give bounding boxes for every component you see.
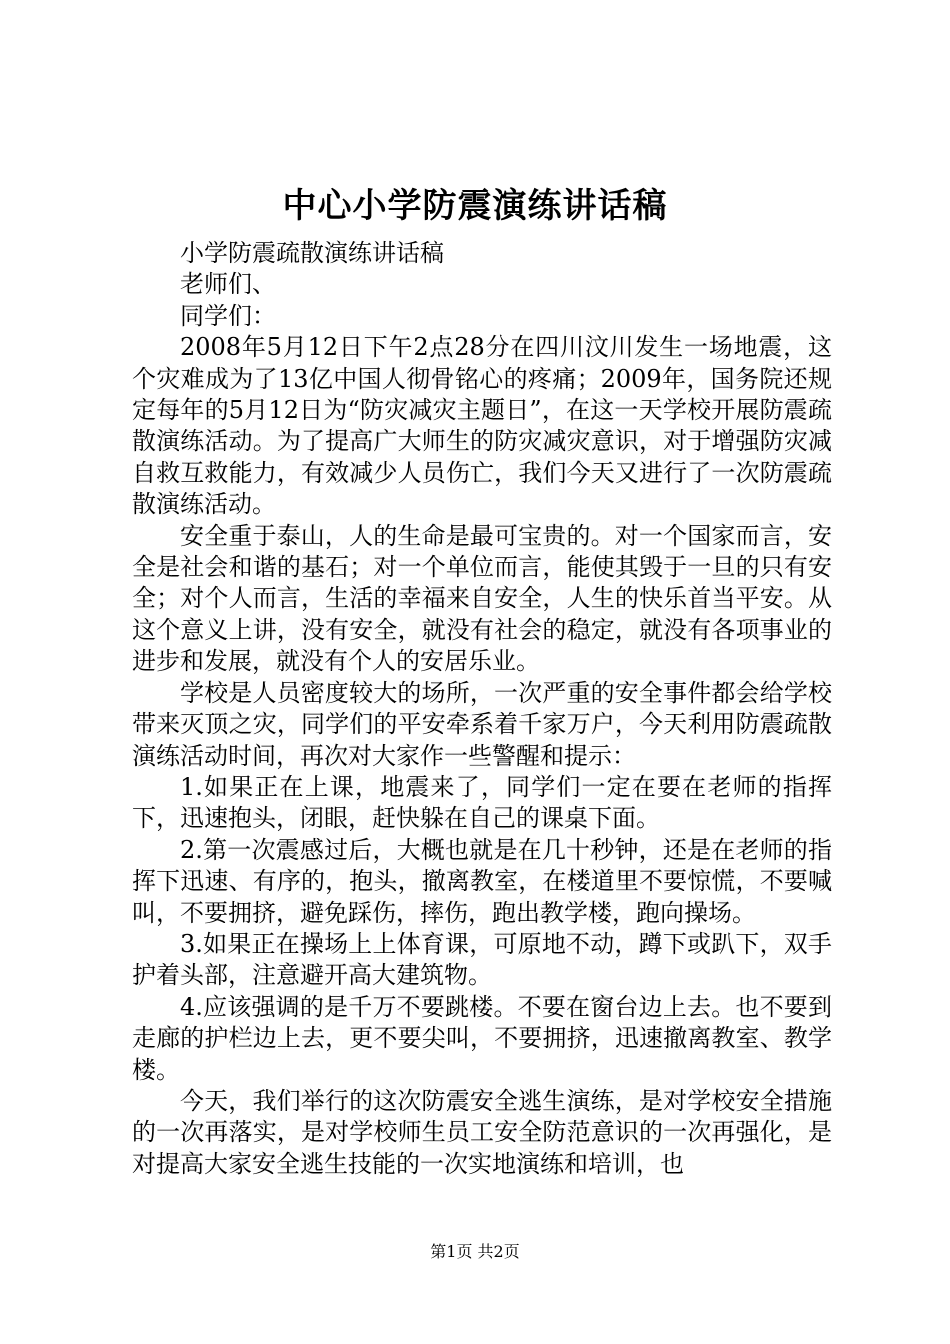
document-title: 中心小学防震演练讲话稿	[282, 186, 668, 226]
page-number: 第1页 共2页	[430, 1242, 520, 1261]
list-item: 4.应该强调的是千万不要跳楼。不要在窗台边上去。也不要到走廊的护栏边上去，更不要尖叫，不要拥挤，迅速撤离教室、教学楼。	[132, 992, 832, 1084]
paragraph: 2008年5月12日下午2点28分在四川汶川发生一场地震，这个灾难成为了13亿中国人彻骨铭心的疼痛；2009年，国务院还规定每年的5月12日为“防灾减灾主题日”，在这一天学校开展防震疏散演练活动。为了提高广大师生的防灾减灾意识，对于增强防灾减自救互救能力，有效减少人员伤亡，我们今天又进行了一次防震疏散演练活动。	[132, 333, 832, 519]
list-item: 3.如果正在操场上上体育课，可原地不动，蹲下或趴下，双手护着头部，注意避开高大建筑物。	[132, 929, 832, 990]
paragraph-salutation-students: 同学们：	[180, 301, 276, 330]
paragraph: 今天，我们举行的这次防震安全逃生演练，是对学校安全措施的一次再落实，是对学校师生员工安全防范意识的一次再强化，是对提高大家安全逃生技能的一次实地演练和培训，也	[132, 1086, 832, 1178]
paragraph-salutation-teachers: 老师们、	[180, 270, 276, 299]
paragraph-subtitle: 小学防震疏散演练讲话稿	[180, 239, 444, 267]
list-item: 2.第一次震感过后，大概也就是在几十秒钟，还是在老师的指挥下迅速、有序的，抱头，撤离教室，在楼道里不要惊慌，不要喊叫，不要拥挤，避免踩伤，摔伤，跑出教学楼，跑向操场。	[132, 835, 832, 927]
paragraph: 安全重于泰山，人的生命是最可宝贵的。对一个国家而言，安全是社会和谐的基石；对一个单位而言，能使其毁于一旦的只有安全；对个人而言，生活的幸福来自安全，人生的快乐首当平安。从这个意义上讲，没有安全，就没有社会的稳定，就没有各项事业的进步和发展，就没有个人的安居乐业。	[132, 521, 832, 676]
list-item: 1.如果正在上课，地震来了，同学们一定在要在老师的指挥下，迅速抱头，闭眼，赶快躲在自己的课桌下面。	[132, 772, 832, 833]
paragraph: 学校是人员密度较大的场所，一次严重的安全事件都会给学校带来灭顶之灾，同学们的平安牵系着千家万户，今天利用防震疏散演练活动时间，再次对大家作一些警醒和提示：	[132, 678, 832, 770]
document-body	[132, 238, 832, 1180]
